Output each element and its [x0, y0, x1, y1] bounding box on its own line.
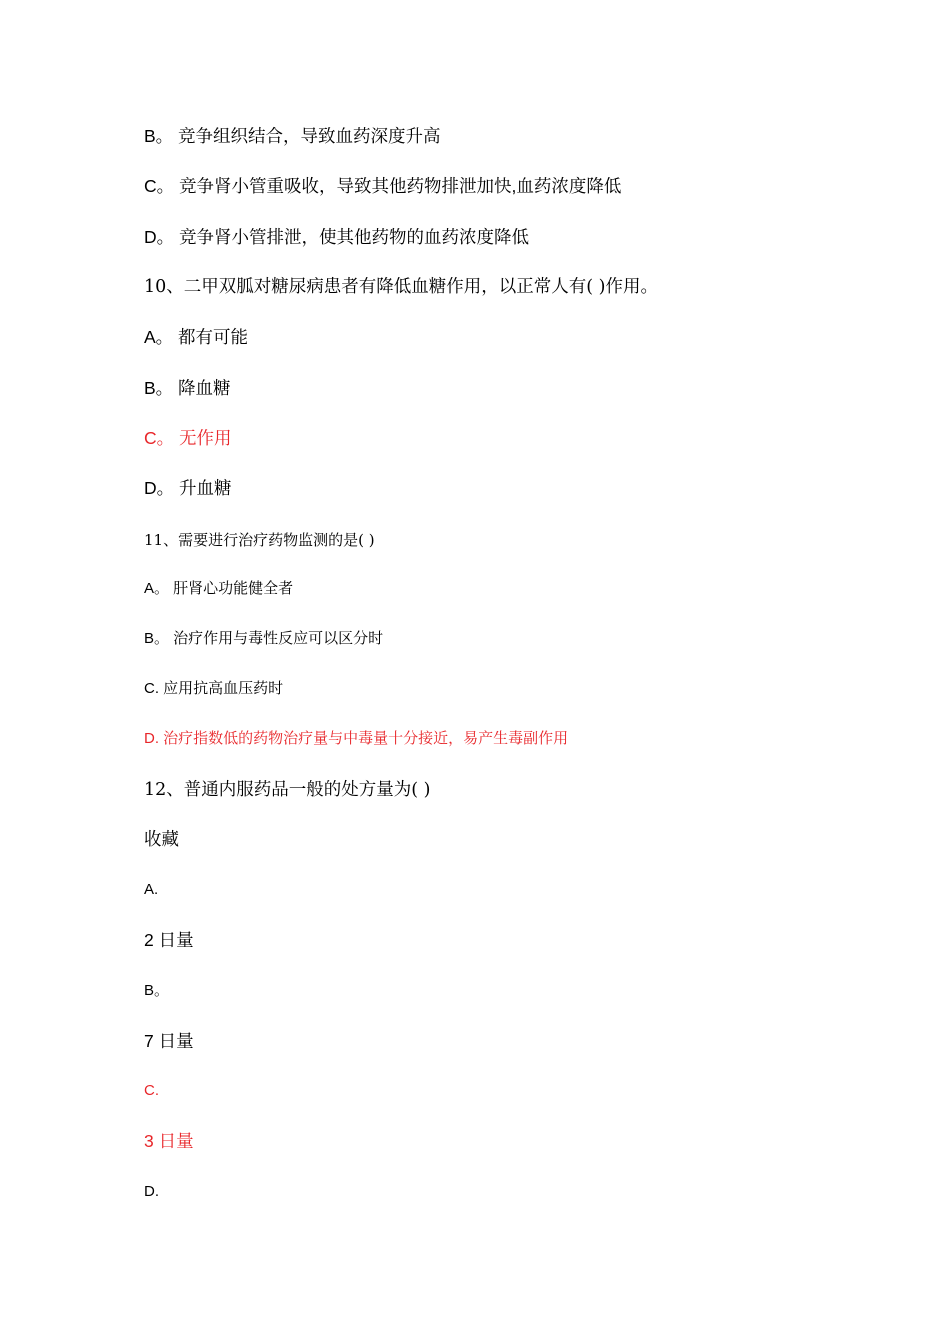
option-d-q11-answer: D. 治疗指数低的药物治疗量与中毒量十分接近，易产生毒副作用 — [144, 730, 569, 747]
option-d-q10: D。 升血糖 — [144, 478, 232, 498]
option-b-q11: B。 治疗作用与毒性反应可以区分时 — [144, 630, 384, 647]
option-a-q10: A。 都有可能 — [144, 327, 249, 347]
option-c-q12-label-answer: C. — [144, 1082, 159, 1099]
option-a-q11: A。 肝肾心功能健全者 — [144, 580, 294, 597]
option-d-q9: D。 竞争肾小管排泄，使其他药物的血药浓度降低 — [144, 227, 529, 247]
option-b-q12-text: 7 日量 — [144, 1031, 194, 1051]
option-c-q9: C。 竞争肾小管重吸收，导致其他药物排泄加快,血药浓度降低 — [144, 176, 622, 196]
favorite-label: 收藏 — [144, 830, 179, 850]
option-b-q12-label: B。 — [144, 982, 170, 999]
option-a-q12-text: 2 日量 — [144, 930, 194, 950]
question-12: 12、普通内服药品一般的处方量为( ) — [144, 780, 431, 800]
question-11: 11、需要进行治疗药物监测的是( ) — [144, 531, 375, 549]
option-b-q9: B。 竞争组织结合，导致血药深度升高 — [144, 126, 441, 146]
option-c-q11: C. 应用抗高血压药时 — [144, 680, 284, 697]
question-10: 10、二甲双胍对糖尿病患者有降低血糖作用，以正常人有( )作用。 — [144, 277, 658, 297]
option-c-q12-text-answer: 3 日量 — [144, 1131, 194, 1151]
option-d-q12-label: D. — [144, 1183, 159, 1200]
option-a-q12-label: A. — [144, 881, 159, 898]
option-b-q10: B。 降血糖 — [144, 378, 231, 398]
option-c-q10-answer: C。 无作用 — [144, 428, 232, 448]
